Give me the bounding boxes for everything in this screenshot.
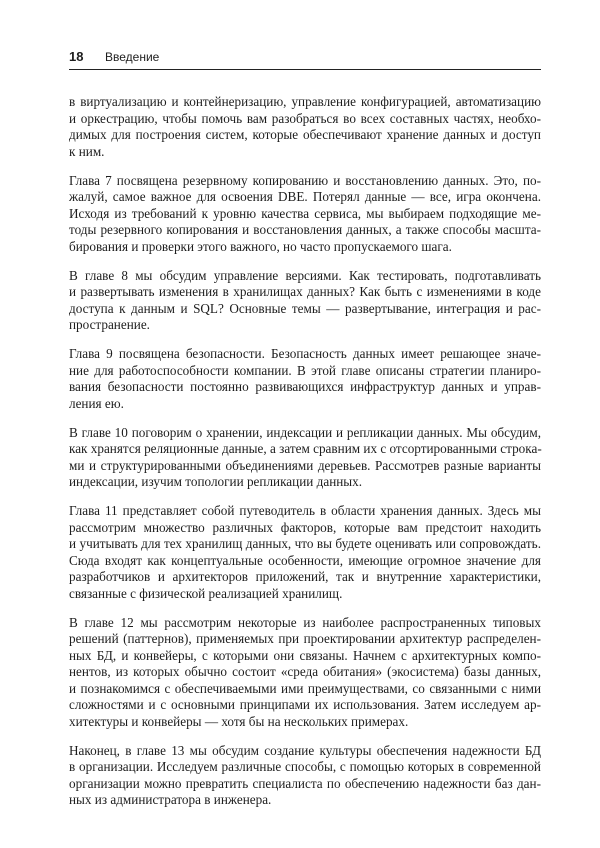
text-line: и познакомимся с обеспечиваемыми ими преимуществами, со связанными с ними bbox=[69, 680, 541, 696]
text-line: В главе 12 мы рассмотрим некоторые из наиболее распространенных типовых bbox=[69, 614, 541, 630]
text-line: решений (паттернов), применяемых при проектировании архитектур распределен- bbox=[69, 631, 541, 646]
paragraph bbox=[69, 615, 541, 731]
text-line: жалуй, самое важное для освоения DBE. Потерял данные — все, игра окончена. bbox=[69, 189, 541, 204]
paragraph bbox=[69, 346, 541, 412]
body-text bbox=[69, 94, 541, 821]
paragraph bbox=[69, 94, 541, 160]
text-line: доступа к данным и SQL? Основные темы — развертывание, интеграция и рас- bbox=[69, 300, 541, 316]
text-line: организации можно превратить специалиста по обеспечению надежности баз дан- bbox=[69, 775, 541, 791]
page-number: 18 bbox=[69, 49, 84, 64]
text-line: и учитывать для тех хранилищ данных, что вы будете оценивать или сопровождать. bbox=[69, 536, 541, 551]
paragraph bbox=[69, 173, 541, 256]
text-line: ных из администратора в инженера. bbox=[69, 792, 272, 807]
text-line: вания безопасности постоянно развивающихся инфраструктур данных и управ- bbox=[69, 379, 541, 394]
running-title: Введение bbox=[105, 50, 160, 64]
text-line: ние для работоспособности компании. В этой главе описаны стратегии планиро- bbox=[69, 362, 541, 378]
page-header bbox=[69, 50, 541, 70]
text-line: Глава 9 посвящена безопасности. Безопасность данных имеет решающее значе- bbox=[69, 346, 541, 361]
paragraph bbox=[69, 425, 541, 491]
text-line: бирования и проверки этого важного, но часто пропускаемого шага. bbox=[69, 238, 452, 254]
text-line: к ним. bbox=[69, 143, 105, 159]
text-line: ми и структурированными объединениями деревьев. Рассмотрев разные варианты bbox=[69, 457, 541, 473]
text-line: тоды резервного копирования и восстановления данных, а также способы масшта- bbox=[69, 222, 541, 237]
text-line: разработчиков и архитекторов приложений, так и внутренние характеристики, bbox=[69, 569, 541, 584]
text-line: пространение. bbox=[69, 317, 150, 332]
text-line: связанные с физической реализацией хранилищ. bbox=[69, 585, 343, 601]
text-line: Глава 7 посвящена резервному копированию и восстановлению данных. Это, по- bbox=[69, 172, 541, 188]
text-line: сложностями и с основными принципами их использования. Затем исследуем ар- bbox=[69, 697, 541, 712]
text-line: Глава 11 представляет собой путеводитель в области хранения данных. Здесь мы bbox=[69, 503, 541, 518]
text-line: рассмотрим множество различных факторов, которые вам предстоит находить bbox=[69, 519, 541, 535]
text-line: Исходя из требований к уровню качества сервиса, мы выбираем подходящие ме- bbox=[69, 205, 541, 221]
text-line: и развертывать изменения в хранилищах данных? Как быть с изменениями в коде bbox=[69, 284, 541, 299]
text-line: димых для построения систем, которые обеспечивают хранение данных и доступ bbox=[69, 127, 541, 142]
paragraph bbox=[69, 268, 541, 334]
text-line: ных БД, и конвейеры, с которыми они связаны. Начнем с архитектурных компо- bbox=[69, 647, 541, 663]
paragraph bbox=[69, 743, 541, 809]
text-line: индексации, изучим топологии репликации данных. bbox=[69, 474, 363, 489]
text-line: В главе 8 мы обсудим управление версиями. Как тестировать, подготавливать bbox=[69, 267, 541, 283]
text-line: и оркестрацию, чтобы помочь вам разобраться во всех составных частях, необхо- bbox=[69, 110, 541, 126]
text-line: нентов, из которых обычно состоит «среда обитания» (экосистема) базы данных, bbox=[69, 664, 541, 679]
text-line: хитектуры и конвейеры — хотя бы на нескольких примерах. bbox=[69, 713, 409, 729]
text-line: как хранятся реляционные данные, а затем сравним их с отсортированными строка- bbox=[69, 441, 542, 456]
text-line: Сюда входят как концептуальные особенности, имеющие огромное значение для bbox=[69, 552, 541, 568]
text-line: В главе 10 поговорим о хранении, индексации и репликации данных. Мы обсудим, bbox=[69, 424, 541, 440]
text-line: в организации. Исследуем различные способы, с помощью которых в современной bbox=[69, 759, 541, 774]
text-line: ления ею. bbox=[69, 395, 124, 411]
text-line: Наконец, в главе 13 мы обсудим создание культуры обеспечения надежности БД bbox=[69, 742, 541, 758]
text-line: в виртуализацию и контейнеризацию, управление конфигурацией, автоматизацию bbox=[69, 94, 541, 109]
paragraph bbox=[69, 503, 541, 602]
